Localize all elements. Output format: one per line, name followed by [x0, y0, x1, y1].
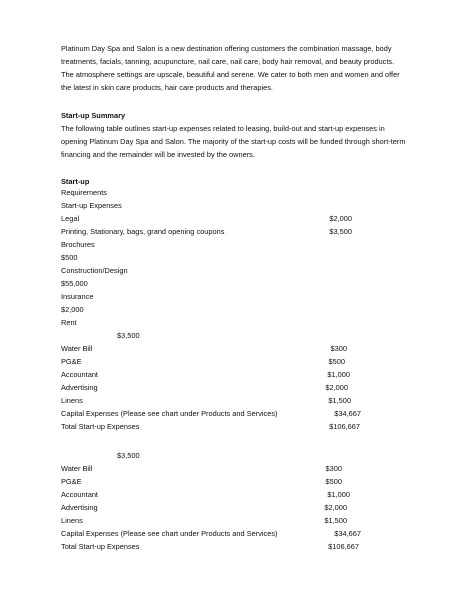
t2-advertising-label: Advertising — [61, 503, 98, 512]
t1-pge-value: $500 — [328, 357, 345, 366]
intro-line-2: treatments, facials, tanning, acupuncture, nail care, nail care, body hair removal, and beauty products. — [61, 57, 395, 66]
intro-line-1: Platinum Day Spa and Salon is a new destination offering customers the combination massage, body — [61, 44, 392, 53]
summary-line-3: financing and the remainder will be invested by the owners. — [61, 150, 255, 159]
t1-linens-value: $1,500 — [328, 396, 351, 405]
t1-water-bill-label: Water Bill — [61, 344, 93, 353]
summary-heading: Start-up Summary — [61, 111, 126, 120]
t1-pge-label: PG&E — [61, 357, 82, 366]
t1-capital-value: $34,667 — [334, 409, 361, 418]
t2-capital-label: Capital Expenses (Please see chart under Products and Services) — [61, 529, 278, 538]
t2-accountant-label: Accountant — [61, 490, 98, 499]
t2-linens-value: $1,500 — [324, 516, 347, 525]
t1-linens-label: Linens — [61, 396, 83, 405]
t2-total-label: Total Start-up Expenses — [61, 542, 140, 551]
t2-linens-label: Linens — [61, 516, 83, 525]
t2-advertising-value: $2,000 — [324, 503, 347, 512]
startup-expenses-label: Start-up Expenses — [61, 201, 122, 210]
intro-line-3: The atmosphere settings are upscale, beautiful and serene. We cater to both men and women and offer — [61, 70, 400, 79]
legal-label: Legal — [61, 214, 80, 223]
t2-rent-value: $3,500 — [117, 451, 140, 460]
intro-line-4: the latest in skin care products, hair care products and therapies. — [61, 83, 273, 92]
summary-line-2: opening Platinum Day Spa and Salon. The majority of the start-up costs will be funded through short-term — [61, 137, 406, 146]
startup-heading: Start-up — [61, 177, 90, 186]
t2-total-value: $106,667 — [328, 542, 359, 551]
printing-value: $3,500 — [329, 227, 352, 236]
brochures-label: Brochures — [61, 240, 95, 249]
t1-accountant-label: Accountant — [61, 370, 98, 379]
t1-capital-label: Capital Expenses (Please see chart under Products and Services) — [61, 409, 278, 418]
brochures-value: $500 — [61, 253, 78, 262]
insurance-label: Insurance — [61, 292, 94, 301]
t2-accountant-value: $1,000 — [327, 490, 350, 499]
t1-total-label: Total Start-up Expenses — [61, 422, 140, 431]
t2-capital-value: $34,667 — [334, 529, 361, 538]
legal-value: $2,000 — [329, 214, 352, 223]
t1-advertising-label: Advertising — [61, 383, 98, 392]
rent-label: Rent — [61, 318, 77, 327]
construction-value: $55,000 — [61, 279, 88, 288]
t2-pge-value: $500 — [325, 477, 342, 486]
t1-accountant-value: $1,000 — [327, 370, 350, 379]
construction-label: Construction/Design — [61, 266, 128, 275]
t2-water-bill-value: $300 — [325, 464, 342, 473]
t1-advertising-value: $2,000 — [325, 383, 348, 392]
summary-line-1: The following table outlines start-up expenses related to leasing, build-out and start-up expenses in — [61, 124, 385, 133]
rent-value: $3,500 — [117, 331, 140, 340]
printing-label: Printing, Stationary, bags, grand opening coupons — [61, 227, 225, 236]
t1-total-value: $106,667 — [329, 422, 360, 431]
insurance-value: $2,000 — [61, 305, 84, 314]
t2-water-bill-label: Water Bill — [61, 464, 93, 473]
t1-water-bill-value: $300 — [330, 344, 347, 353]
t2-pge-label: PG&E — [61, 477, 82, 486]
requirements-label: Requirements — [61, 188, 108, 197]
